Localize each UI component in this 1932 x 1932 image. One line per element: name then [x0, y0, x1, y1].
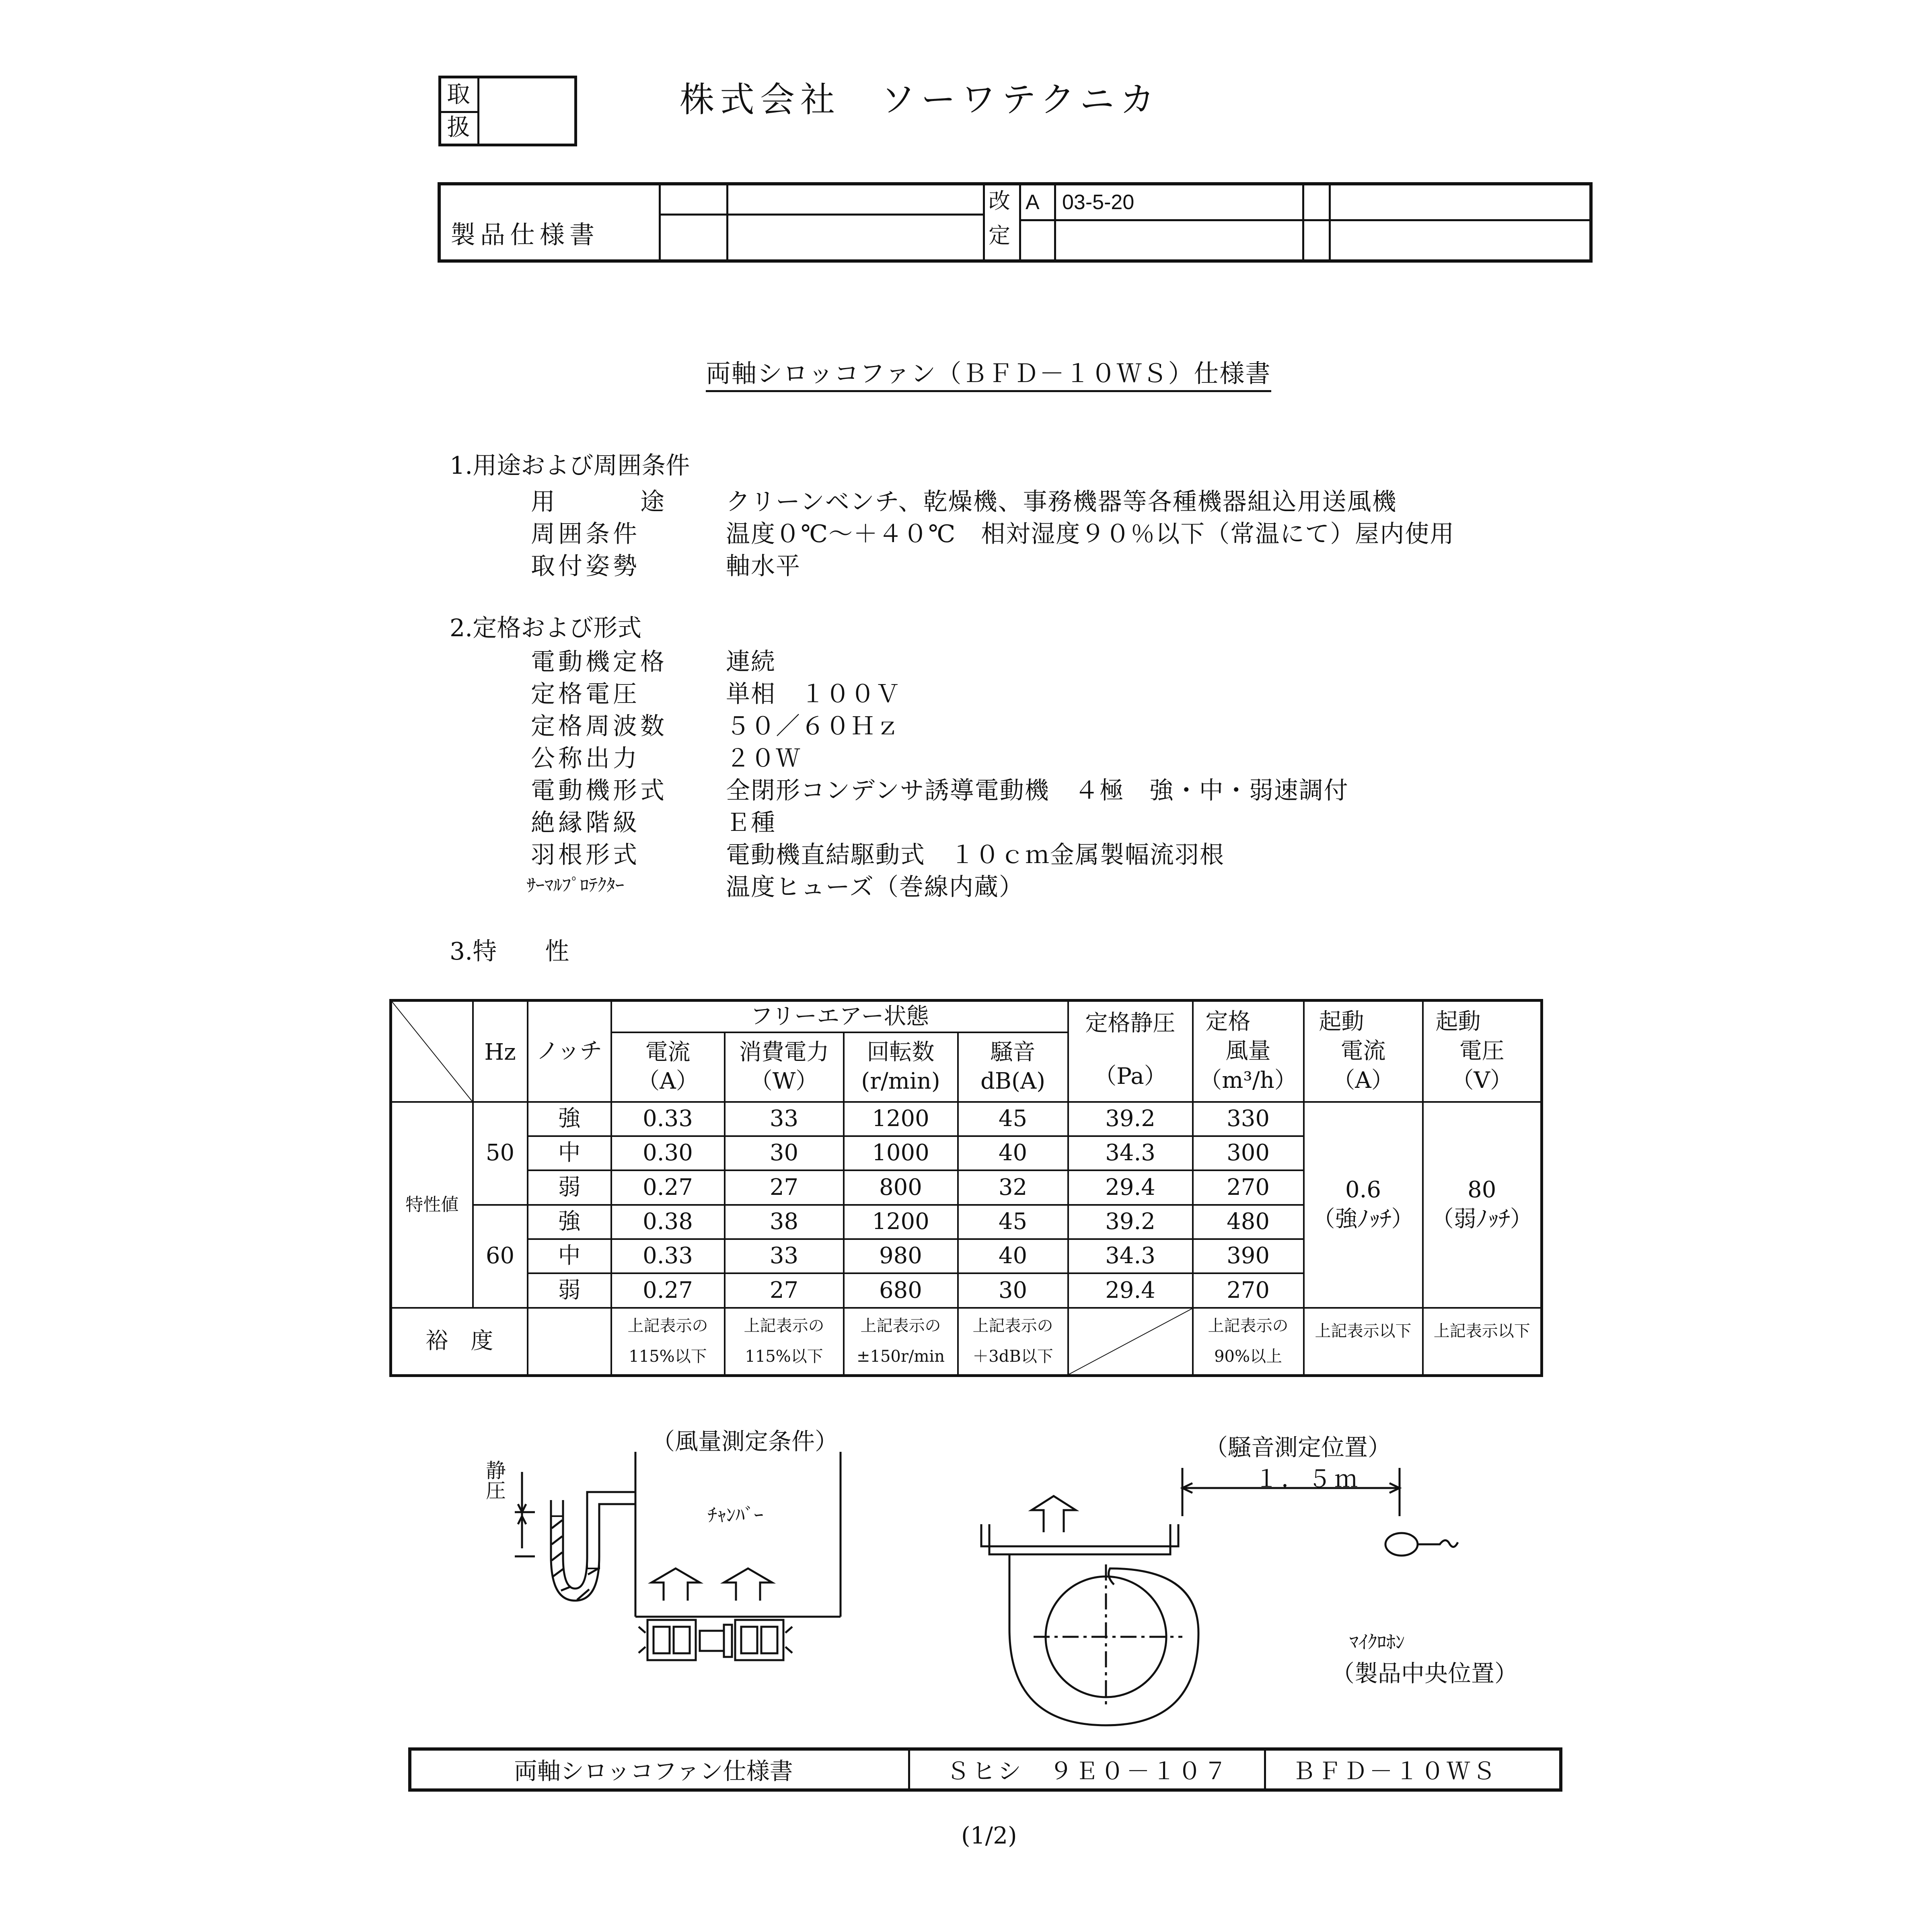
revision-mark: A — [1026, 191, 1040, 214]
margin-power — [725, 1308, 844, 1376]
table-cell: 39.2 — [1068, 1102, 1193, 1136]
section2-heading: 2.定格および形式 — [450, 614, 642, 642]
speed-header — [844, 1032, 958, 1102]
start-current-line3: （A） — [1332, 1067, 1394, 1093]
table-cell: 27 — [725, 1273, 844, 1307]
table-cell: 300 — [1193, 1136, 1304, 1170]
rating-value: 連続 — [726, 648, 776, 676]
margin-diagonal — [1069, 1309, 1192, 1374]
table-corner-cell — [391, 1001, 473, 1102]
mounting-value: 軸水平 — [726, 552, 801, 580]
output-value: ２０Ｗ — [726, 744, 801, 773]
rating-label: 電動機定格 — [531, 648, 668, 676]
footer-doc-number: Ｓヒシ ９Ｅ０－１０７ — [946, 1757, 1230, 1785]
table-cell: 0.38 — [611, 1205, 725, 1239]
table-cell: 中 — [528, 1136, 611, 1170]
free-air-header: フリーエアー状態 — [611, 1001, 1068, 1033]
table-cell: 45 — [958, 1102, 1068, 1136]
static-pressure-label: 静圧 — [483, 1460, 506, 1500]
table-cell: 弱 — [528, 1170, 611, 1204]
motor-type-label: 電動機形式 — [531, 777, 668, 805]
table-cell: 39.2 — [1068, 1205, 1193, 1239]
section3-heading: 3.特 性 — [450, 937, 569, 966]
stamp-char-2: 扱 — [447, 113, 471, 141]
table-cell: 390 — [1193, 1239, 1304, 1273]
current-header-line1: 電流 — [645, 1039, 691, 1065]
table-cell: 0.33 — [611, 1102, 725, 1136]
margin-start-voltage: 上記表示以下 — [1423, 1308, 1542, 1376]
start-voltage-line3: （V） — [1451, 1067, 1513, 1093]
usage-label: 用 途 — [531, 488, 668, 516]
start-voltage-notch: （弱ﾉｯﾁ） — [1431, 1206, 1533, 1232]
section1-heading: 1.用途および周囲条件 — [450, 452, 690, 480]
static-header-line1: 定格静圧 — [1085, 1010, 1176, 1037]
voltage-label: 定格電圧 — [531, 680, 640, 708]
table-cell: 0.33 — [611, 1239, 725, 1273]
start-voltage-line1: 起動 — [1435, 1009, 1481, 1035]
margin-noise — [958, 1308, 1068, 1376]
insulation-value: Ｅ種 — [726, 809, 776, 837]
output-label: 公称出力 — [531, 744, 640, 773]
margin-label: 裕 度 — [391, 1308, 528, 1376]
voltage-value: 単相 １００Ｖ — [726, 680, 900, 708]
revision-date: 03-5-20 — [1062, 191, 1135, 214]
table-cell: 1200 — [844, 1102, 958, 1136]
margin-flow-line2: 90%以上 — [1214, 1347, 1282, 1366]
spec-label: 製品仕様書 — [450, 220, 600, 249]
start-current-header — [1304, 1001, 1423, 1102]
table-cell: 480 — [1193, 1205, 1304, 1239]
hz-60: 60 — [473, 1205, 528, 1308]
table-cell: 34.3 — [1068, 1136, 1193, 1170]
margin-start-current: 上記表示以下 — [1304, 1308, 1423, 1376]
table-cell: 0.27 — [611, 1170, 725, 1204]
noise-header — [958, 1032, 1068, 1102]
thermal-label: ｻｰﾏﾙﾌﾟﾛﾃｸﾀｰ — [527, 875, 624, 896]
table-cell: 800 — [844, 1170, 958, 1204]
table-cell: 270 — [1193, 1273, 1304, 1307]
margin-current-line2: 115%以下 — [629, 1347, 707, 1366]
margin-current-line1: 上記表示の — [627, 1317, 708, 1336]
speed-header-line1: 回転数 — [867, 1039, 935, 1065]
noise-diagram-title: （騒音測定位置） — [1204, 1434, 1391, 1461]
document-title: 両軸シロッコファン（ＢＦＤ－１０ＷＳ）仕様書 — [706, 361, 1271, 392]
start-current-number: 0.6 — [1345, 1177, 1381, 1203]
row-header: 特性値 — [391, 1102, 473, 1308]
table-cell: 40 — [958, 1239, 1068, 1273]
revision-label-1: 改 — [989, 188, 1010, 214]
usage-value: クリーンベンチ、乾燥機、事務機器等各種機器組込用送風機 — [726, 488, 1397, 516]
table-cell: 弱 — [528, 1273, 611, 1307]
frequency-label: 定格周波数 — [531, 712, 668, 740]
margin-current — [611, 1308, 725, 1376]
flow-header-line3: （m³/h） — [1199, 1067, 1297, 1093]
notch-header: ノッチ — [528, 1001, 611, 1102]
table-cell: 0.30 — [611, 1136, 725, 1170]
impeller-label: 羽根形式 — [531, 841, 640, 869]
table-cell: 980 — [844, 1239, 958, 1273]
motor-type-value: 全閉形コンデンサ誘導電動機 ４極 強・中・弱速調付 — [726, 777, 1349, 805]
spec-revision-frame — [438, 182, 1593, 263]
table-cell: 680 — [844, 1273, 958, 1307]
flow-header — [1193, 1001, 1304, 1102]
table-cell: 40 — [958, 1136, 1068, 1170]
current-header — [611, 1032, 725, 1102]
table-cell: 30 — [958, 1273, 1068, 1307]
margin-flow — [1193, 1308, 1304, 1376]
hz-50: 50 — [473, 1102, 528, 1205]
table-cell: 33 — [725, 1239, 844, 1273]
ambient-value: 温度０℃～＋４０℃ 相対湿度９０％以下（常温にて）屋内使用 — [726, 520, 1455, 548]
start-current-notch: （強ﾉｯﾁ） — [1312, 1206, 1414, 1232]
table-cell: 0.27 — [611, 1273, 725, 1307]
table-cell: 38 — [725, 1205, 844, 1239]
hz-header: Hz — [473, 1001, 528, 1102]
revision-label-2: 定 — [989, 223, 1010, 248]
table-cell: 33 — [725, 1102, 844, 1136]
table-cell: 270 — [1193, 1170, 1304, 1204]
microphone-position: （製品中央位置） — [1331, 1660, 1518, 1687]
flow-header-line2: 風量 — [1225, 1038, 1271, 1064]
margin-noise-line2: ＋3dB以下 — [972, 1347, 1053, 1366]
power-header-line2: （W） — [750, 1068, 818, 1095]
start-voltage-header — [1423, 1001, 1542, 1102]
characteristics-table — [389, 999, 1543, 1377]
table-cell: 1200 — [844, 1205, 958, 1239]
margin-speed — [844, 1308, 958, 1376]
margin-speed-line1: 上記表示の — [860, 1317, 941, 1336]
footer-title: 両軸シロッコファン仕様書 — [514, 1757, 793, 1785]
flow-diagram-title: （風量測定条件） — [652, 1428, 839, 1455]
margin-speed-line2: ±150r/min — [857, 1347, 945, 1366]
microphone-label: ﾏｲｸﾛﾎﾝ — [1349, 1631, 1405, 1653]
start-voltage-line2: 電圧 — [1459, 1038, 1504, 1064]
noise-distance: １．５ｍ — [1255, 1465, 1361, 1492]
margin-notch-empty — [528, 1308, 611, 1376]
static-header-line2: （Pa） — [1094, 1063, 1167, 1089]
power-header-line1: 消費電力 — [739, 1039, 829, 1065]
start-current-line2: 電流 — [1340, 1038, 1386, 1064]
flow-header-line1: 定格 — [1205, 1009, 1251, 1035]
start-voltage-value — [1423, 1102, 1542, 1308]
table-cell: 27 — [725, 1170, 844, 1204]
start-voltage-number: 80 — [1467, 1177, 1496, 1203]
noise-header-line2: dB(A) — [980, 1068, 1046, 1095]
noise-header-line1: 騒音 — [990, 1039, 1036, 1065]
frequency-value: ５０／６０Ｈｚ — [726, 712, 900, 740]
speed-header-line2: (r/min) — [861, 1068, 940, 1095]
margin-flow-line1: 上記表示の — [1208, 1317, 1289, 1336]
power-header — [725, 1032, 844, 1102]
impeller-value: 電動機直結駆動式 １０ｃｍ金属製幅流羽根 — [726, 841, 1225, 869]
table-cell: 中 — [528, 1239, 611, 1273]
insulation-label: 絶縁階級 — [531, 809, 640, 837]
noise-measurement-diagram — [973, 1460, 1504, 1749]
table-cell: 1000 — [844, 1136, 958, 1170]
page-number: (1/2) — [961, 1822, 1017, 1849]
current-header-line2: （A） — [637, 1068, 699, 1095]
company-name: 株式会社 ソーワテクニカ — [680, 80, 1160, 120]
table-cell: 45 — [958, 1205, 1068, 1239]
thermal-value: 温度ヒューズ（巻線内蔵） — [726, 873, 1024, 901]
table-cell: 30 — [725, 1136, 844, 1170]
margin-static-empty — [1068, 1308, 1193, 1376]
footer-bar — [408, 1747, 1562, 1792]
start-current-value — [1304, 1102, 1423, 1308]
table-cell: 330 — [1193, 1102, 1304, 1136]
table-cell: 強 — [528, 1102, 611, 1136]
ambient-label: 周囲条件 — [531, 520, 640, 548]
corner-diagonal — [392, 1002, 472, 1101]
table-cell: 強 — [528, 1205, 611, 1239]
margin-noise-line1: 上記表示の — [972, 1317, 1053, 1336]
table-cell: 29.4 — [1068, 1273, 1193, 1307]
table-cell: 34.3 — [1068, 1239, 1193, 1273]
table-cell: 29.4 — [1068, 1170, 1193, 1204]
mounting-label: 取付姿勢 — [531, 552, 640, 580]
margin-power-line1: 上記表示の — [744, 1317, 824, 1336]
start-current-line1: 起動 — [1319, 1009, 1364, 1035]
chamber-label: ﾁｬﾝﾊﾞｰ — [708, 1504, 763, 1526]
flow-measurement-diagram — [475, 1448, 861, 1673]
static-header — [1068, 1001, 1193, 1102]
margin-power-line2: 115%以下 — [745, 1347, 823, 1366]
stamp-char-1: 取 — [447, 80, 471, 108]
handling-stamp-box — [438, 76, 577, 146]
table-cell: 32 — [958, 1170, 1068, 1204]
footer-model: ＢＦＤ－１０ＷＳ — [1292, 1757, 1498, 1785]
